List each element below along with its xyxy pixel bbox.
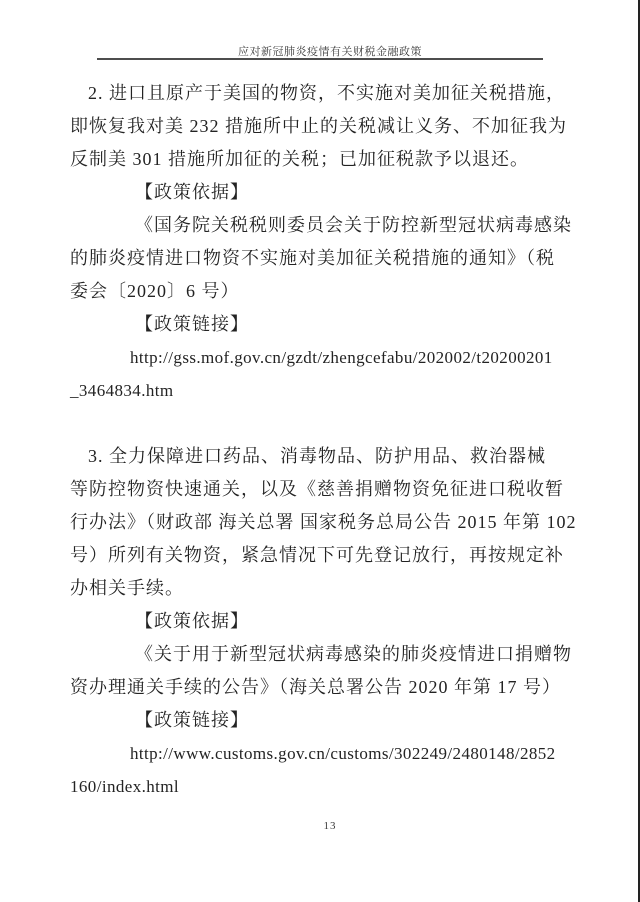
text-line: 【政策依据】 <box>135 182 249 202</box>
text-line: 【政策依据】 <box>135 611 249 631</box>
text-line <box>70 407 590 440</box>
text-line: http://gss.mof.gov.cn/gzdt/zhengcefabu/202002/t20200201 <box>130 348 553 367</box>
text-line: 资办理通关手续的公告》（海关总署公告 2020 年第 17 号） <box>70 677 561 697</box>
text-line: 号）所列有关物资，紧急情况下可先登记放行，再按规定补 <box>70 545 564 565</box>
document-body <box>70 77 590 803</box>
text-line: 即恢复我对美 232 措施所中止的关税减让义务、不加征我为 <box>70 116 567 136</box>
text-line: 《关于用于新型冠状病毒感染的肺炎疫情进口捐赠物 <box>135 644 572 664</box>
text-line: 【政策链接】 <box>135 710 249 730</box>
text-line: _3464834.htm <box>70 381 174 400</box>
text-line: http://www.customs.gov.cn/customs/302249/2480148/2852 <box>130 744 556 763</box>
text-line: 委会〔2020〕6 号） <box>70 281 240 301</box>
text-line: 反制美 301 措施所加征的关税；已加征税款予以退还。 <box>70 149 529 169</box>
text-line: 的肺炎疫情进口物资不实施对美加征关税措施的通知》（税 <box>70 248 555 268</box>
text-line: 160/index.html <box>70 777 180 796</box>
running-header-title: 应对新冠肺炎疫情有关财税金融政策 <box>238 46 422 58</box>
text-line: 办相关手续。 <box>70 578 184 598</box>
text-line: 《国务院关税税则委员会关于防控新型冠状病毒感染 <box>135 215 572 235</box>
page-number: 13 <box>323 820 337 832</box>
page-footer <box>20 820 640 832</box>
text-line: 【政策链接】 <box>135 314 249 334</box>
text-line: 等防控物资快速通关，以及《慈善捐赠物资免征进口税收暂 <box>70 479 564 499</box>
text-line: 行办法》（财政部 海关总署 国家税务总局公告 2015 年第 102 <box>70 512 577 532</box>
text-line: 3. 全力保障进口药品、消毒物品、防护用品、救治器械 <box>88 446 546 466</box>
text-line: 2. 进口且原产于美国的物资，不实施对美加征关税措施， <box>88 83 565 103</box>
header-divider <box>97 58 543 60</box>
